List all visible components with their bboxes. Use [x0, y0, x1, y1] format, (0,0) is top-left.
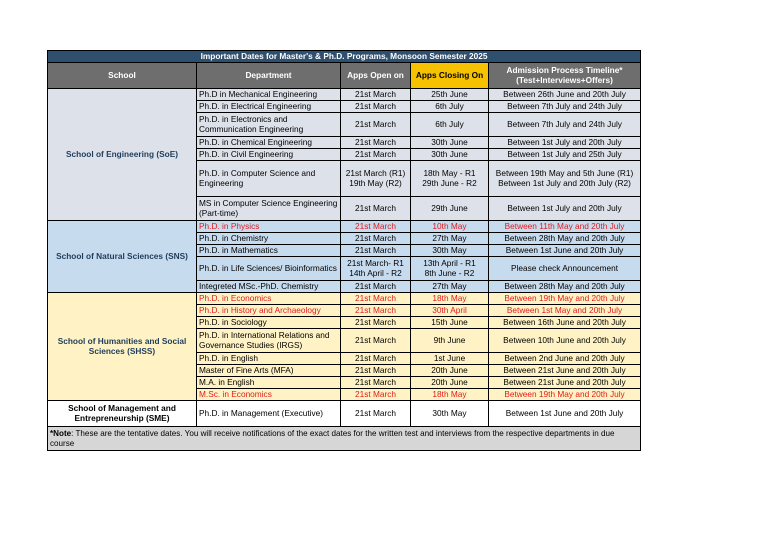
row-close — [411, 257, 489, 281]
row-open-r2: 19th May (R2) — [349, 177, 402, 188]
row-close — [411, 161, 489, 197]
row-department: Ph.D. in Physics — [197, 221, 341, 233]
row-close: 30th April — [411, 305, 489, 317]
row-department: Ph.D. in Life Sciences/ Bioinformatics — [197, 257, 341, 281]
row-open: 21st March — [341, 389, 411, 401]
row-timeline: Between 1st July and 20th July — [489, 197, 641, 221]
table-row — [48, 401, 641, 427]
row-close: 30th June — [411, 137, 489, 149]
row-department: Ph.D. in Economics — [197, 293, 341, 305]
row-close: 10th May — [411, 221, 489, 233]
table-title: Important Dates for Master's & Ph.D. Programs, Monsoon Semester 2025 — [48, 51, 641, 63]
header-apps-closing: Apps Closing On — [411, 63, 489, 89]
row-department: M.A. in English — [197, 377, 341, 389]
row-open: 21st March — [341, 149, 411, 161]
row-timeline: Between 21st June and 20th July — [489, 365, 641, 377]
row-close: 20th June — [411, 365, 489, 377]
header-apps-open: Apps Open on — [341, 63, 411, 89]
row-open: 21st March — [341, 245, 411, 257]
row-timeline: Between 7th July and 24th July — [489, 101, 641, 113]
note-cell — [48, 427, 641, 451]
school-sns: School of Natural Sciences (SNS) — [48, 221, 197, 293]
row-department: MS in Computer Science Engineering (Part-time) — [197, 197, 341, 221]
header-department: Department — [197, 63, 341, 89]
row-timeline: Between 28th May and 20th July — [489, 281, 641, 293]
row-timeline: Between 28th May and 20th July — [489, 233, 641, 245]
row-department: Ph.D. in Mathematics — [197, 245, 341, 257]
header-timeline: Admission Process Timeline* (Test+Interviews+Offers) — [489, 63, 641, 89]
row-close-r1: 18th May - R1 — [423, 167, 476, 178]
school-sme: School of Management and Entrepreneurship (SME) — [48, 401, 197, 427]
row-department: Ph.D. in History and Archaeology — [197, 305, 341, 317]
row-open: 21st March — [341, 401, 411, 427]
row-timeline: Between 10th June and 20th July — [489, 329, 641, 353]
row-timeline-r2: Between 1st July and 20th July (R2) — [498, 177, 631, 188]
row-open: 21st March — [341, 101, 411, 113]
row-timeline: Between 1st July and 25th July — [489, 149, 641, 161]
table-row — [48, 221, 641, 233]
row-timeline: Between 19th May and 20th July — [489, 293, 641, 305]
row-open: 21st March — [341, 317, 411, 329]
row-close: 18th May — [411, 293, 489, 305]
row-open: 21st March — [341, 197, 411, 221]
row-timeline-r1: Between 19th May and 5th June (R1) — [495, 167, 634, 178]
table-row — [48, 89, 641, 101]
row-close: 25th June — [411, 89, 489, 101]
row-department: Ph.D. in Electrical Engineering — [197, 101, 341, 113]
row-timeline: Between 1st July and 20th July — [489, 137, 641, 149]
row-open: 21st March — [341, 89, 411, 101]
row-timeline: Between 16th June and 20th July — [489, 317, 641, 329]
row-open: 21st March — [341, 281, 411, 293]
row-timeline: Please check Announcement — [489, 257, 641, 281]
school-soe: School of Engineering (SoE) — [48, 89, 197, 221]
row-department: Ph.D. in Chemistry — [197, 233, 341, 245]
row-department: Ph.D. in Management (Executive) — [197, 401, 341, 427]
row-timeline: Between 7th July and 24th July — [489, 113, 641, 137]
row-open: 21st March — [341, 221, 411, 233]
row-open — [341, 257, 411, 281]
row-timeline: Between 19th May and 20th July — [489, 389, 641, 401]
row-timeline: Between 11th May and 20th July — [489, 221, 641, 233]
row-department: Ph.D. in English — [197, 353, 341, 365]
row-close: 27th May — [411, 233, 489, 245]
row-department: Ph.D. in Sociology — [197, 317, 341, 329]
row-department: M.Sc. in Economics — [197, 389, 341, 401]
row-timeline: Between 1st June and 20th July — [489, 245, 641, 257]
row-department: Ph.D. in Civil Engineering — [197, 149, 341, 161]
row-department: Ph.D. in Electronics and Communication Engineering — [197, 113, 341, 137]
row-open: 21st March — [341, 365, 411, 377]
row-close: 30th May — [411, 401, 489, 427]
row-department: Ph.D. in Computer Science and Engineering — [197, 161, 341, 197]
row-close: 27th May — [411, 281, 489, 293]
note-row — [48, 427, 641, 451]
row-department: Master of Fine Arts (MFA) — [197, 365, 341, 377]
row-open-r1: 21st March- R1 — [347, 257, 404, 268]
row-close: 9th June — [411, 329, 489, 353]
row-open-r2: 14th April - R2 — [349, 267, 402, 278]
row-close-r1: 13th April - R1 — [423, 257, 476, 268]
row-open: 21st March — [341, 293, 411, 305]
row-department: Integreted MSc.-PhD. Chemistry — [197, 281, 341, 293]
row-close: 6th July — [411, 113, 489, 137]
row-timeline: Between 2nd June and 20th July — [489, 353, 641, 365]
dates-sheet — [47, 50, 640, 451]
row-open: 21st March — [341, 137, 411, 149]
row-close-r2: 8th June - R2 — [424, 267, 475, 278]
row-close: 30th June — [411, 149, 489, 161]
row-open: 21st March — [341, 113, 411, 137]
note-text: : These are the tentative dates. You will receive notifications of the exact dates for the written test and interviews from the respective departments in due course — [50, 428, 615, 448]
row-close: 1st June — [411, 353, 489, 365]
dates-table — [47, 50, 641, 451]
row-timeline: Between 1st May and 20th July — [489, 305, 641, 317]
row-close: 20th June — [411, 377, 489, 389]
row-close: 15th June — [411, 317, 489, 329]
table-row — [48, 293, 641, 305]
row-open: 21st March — [341, 329, 411, 353]
row-close: 30th May — [411, 245, 489, 257]
row-open: 21st March — [341, 305, 411, 317]
row-timeline: Between 1st June and 20th July — [489, 401, 641, 427]
header-row — [48, 63, 641, 89]
row-department: Ph.D in Mechanical Engineering — [197, 89, 341, 101]
row-open: 21st March — [341, 353, 411, 365]
school-shss: School of Humanities and Social Sciences (SHSS) — [48, 293, 197, 401]
row-timeline — [489, 161, 641, 197]
row-close: 18th May — [411, 389, 489, 401]
row-timeline: Between 21st June and 20th July — [489, 377, 641, 389]
row-open-r1: 21st March (R1) — [345, 167, 406, 178]
row-department: Ph.D. in International Relations and Governance Studies (IRGS) — [197, 329, 341, 353]
note-label: *Note — [50, 428, 72, 438]
row-timeline: Between 26th June and 20th July — [489, 89, 641, 101]
row-close-r2: 29th June - R2 — [422, 177, 477, 188]
row-open — [341, 161, 411, 197]
row-open: 21st March — [341, 377, 411, 389]
title-row — [48, 51, 641, 63]
row-department: Ph.D. in Chemical Engineering — [197, 137, 341, 149]
header-school: School — [48, 63, 197, 89]
row-close: 6th July — [411, 101, 489, 113]
row-open: 21st March — [341, 233, 411, 245]
row-close: 29th June — [411, 197, 489, 221]
